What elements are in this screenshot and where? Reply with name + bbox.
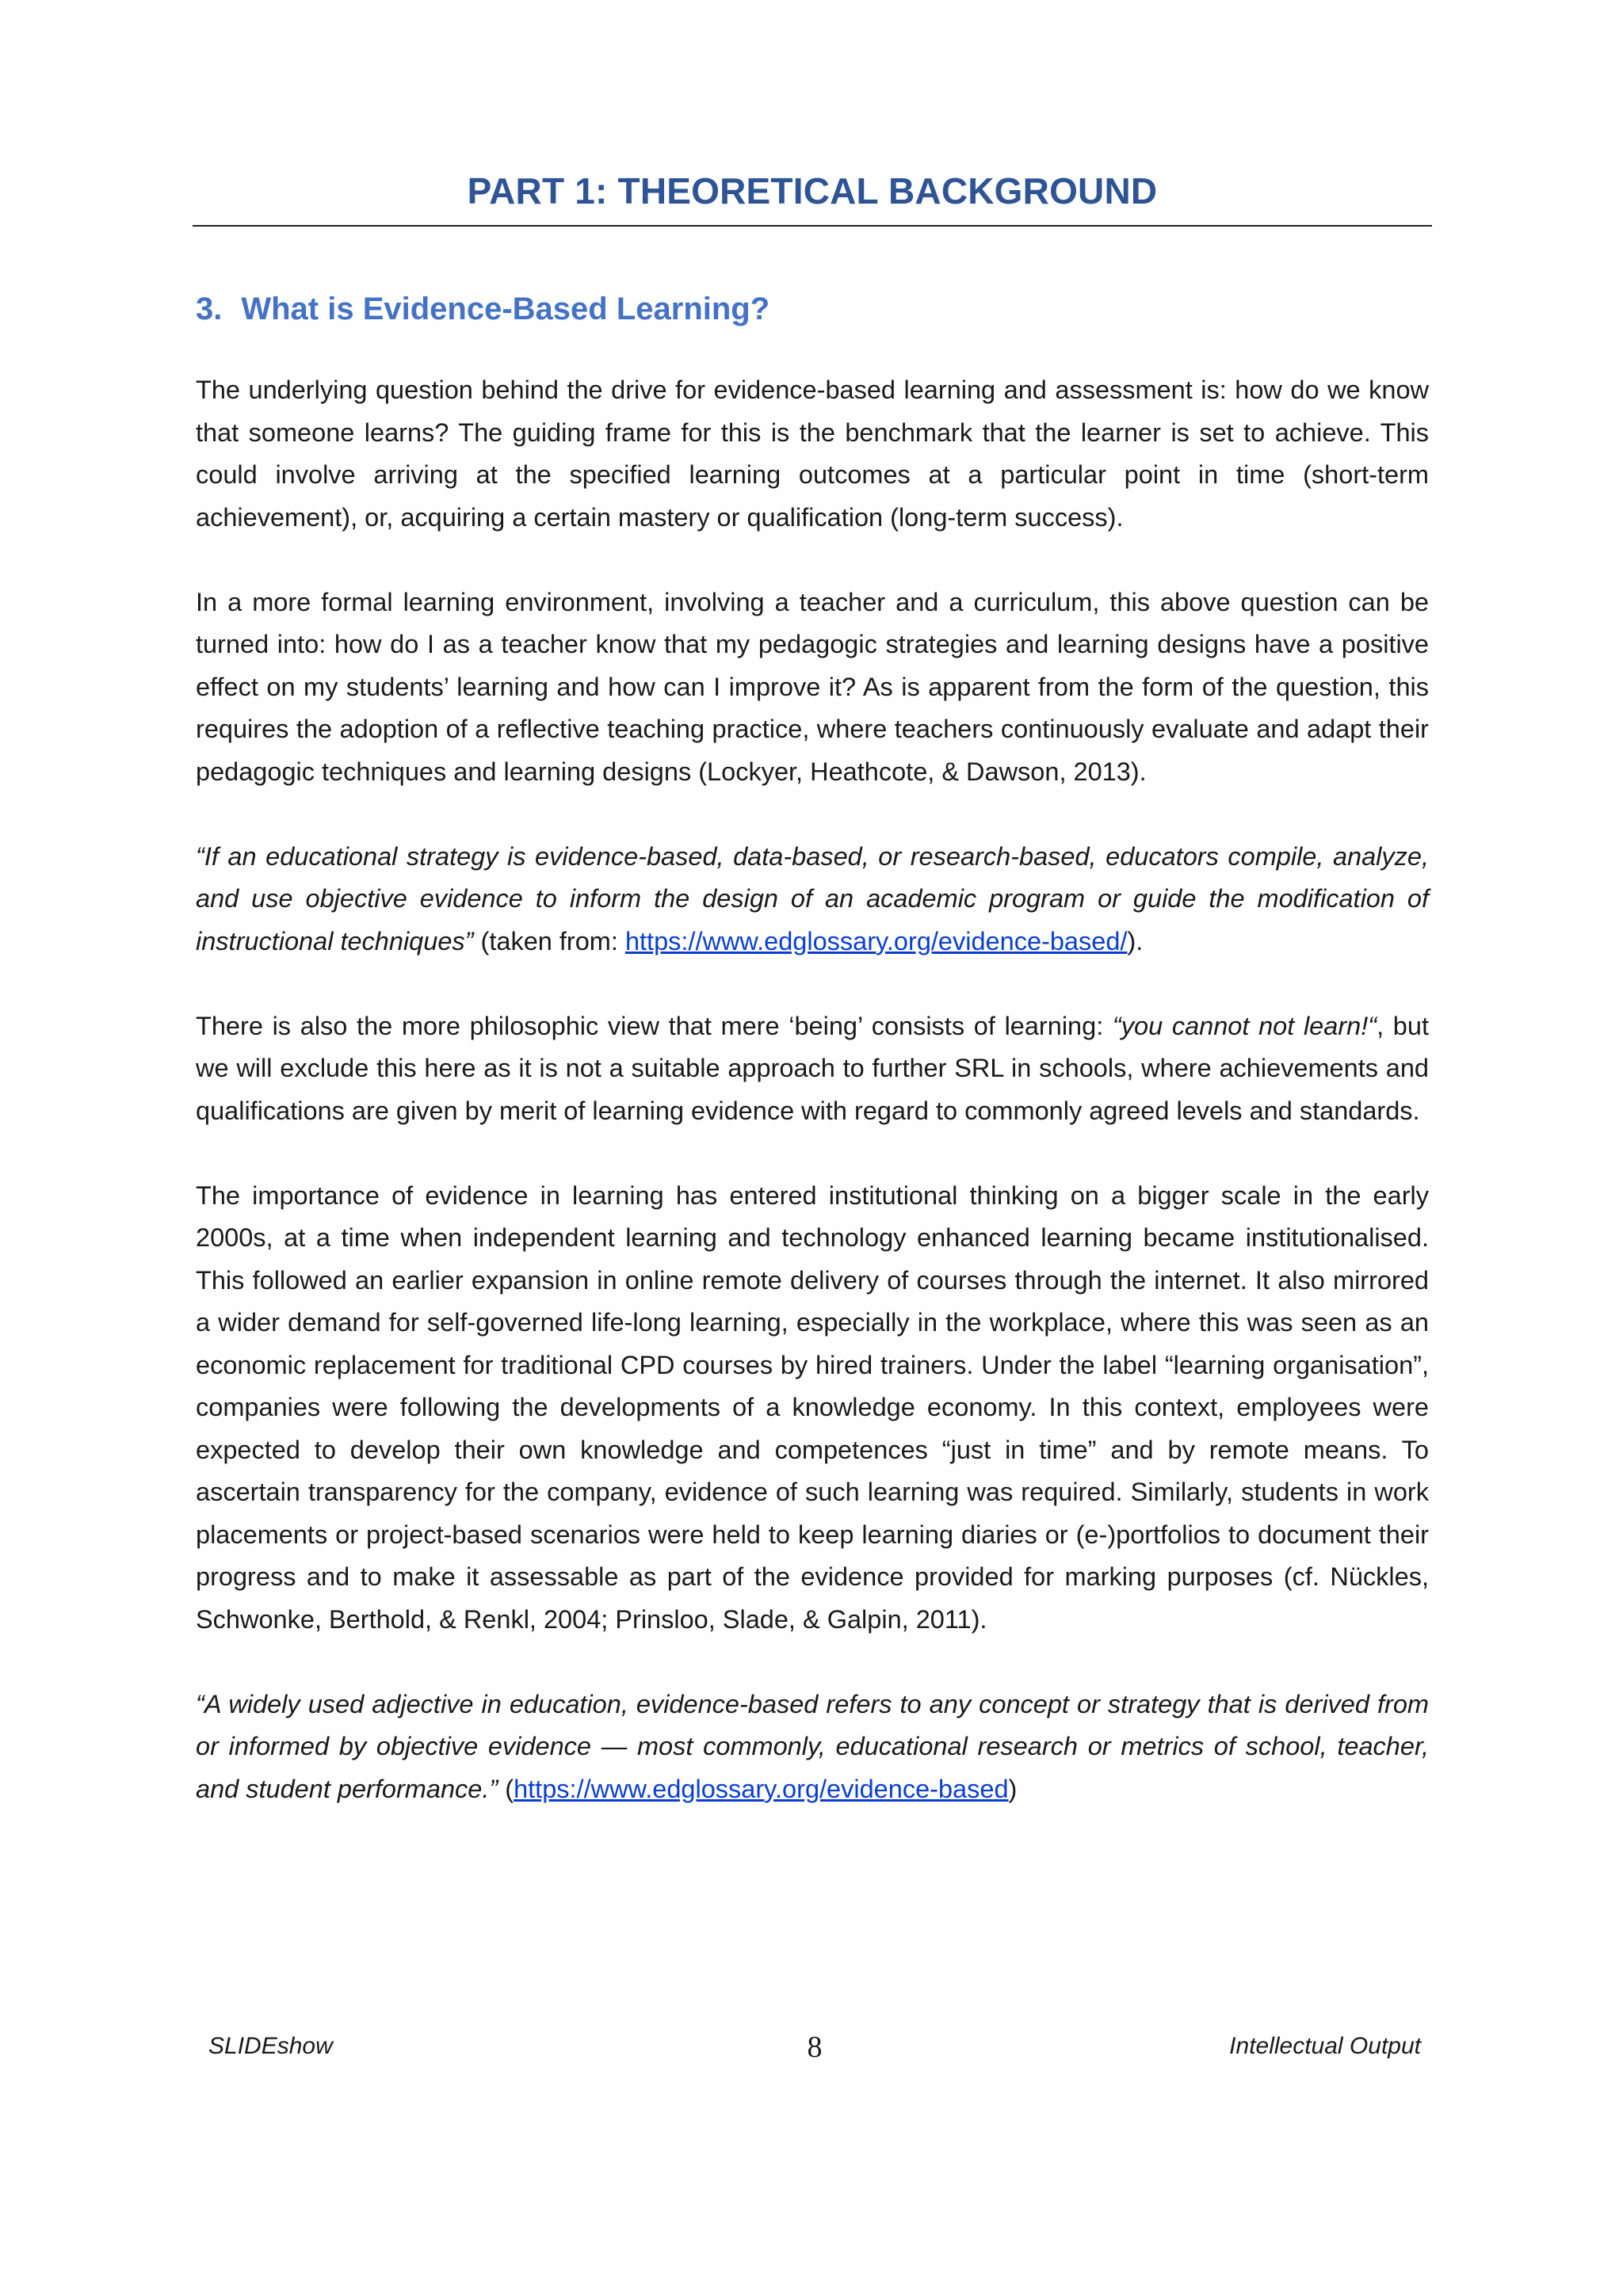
- page-footer: [208, 2030, 1421, 2065]
- quote-1-text: “If an educational strategy is evidence-based, data-based, or research-based, educators compile, analyze, and use objective evidence to inform the design of an academic program or guide the modification of instructional techniques”: [196, 841, 1429, 955]
- section-title: What is Evidence-Based Learning?: [241, 292, 770, 326]
- quote-2-text: “A widely used adjective in education, evidence-based refers to any concept or strategy that is derived from or informed by objective evidence — most commonly, educational research or metrics of school, teacher, and student performance.”: [196, 1689, 1429, 1803]
- paragraph-3-quote: “you cannot not learn!“: [1112, 1011, 1377, 1040]
- paragraph-1: The underlying question behind the drive for evidence-based learning and assessment is: how do we know that someone learns? The guiding frame for this is the benchmark that the learner is set to achieve. This could involve arriving at the specified learning outcomes at a particular point in time (short-term achievement), or, acquiring a certain mastery or qualification (long-term success).: [196, 376, 1429, 532]
- section-heading: [196, 292, 769, 327]
- paragraph-4: The importance of evidence in learning has entered institutional thinking on a bigger scale in the early 2000s, at a time when independent learning and technology enhanced learning became institutionalised. This followed an earlier expansion in online remote delivery of courses through the internet. It also mirrored a wider demand for self-governed life-long learning, especially in the workplace, where this was seen as an economic replacement for traditional CPD courses by hired trainers. Under the label “learning organisation”, companies were following the developments of a knowledge economy. In this context, employees were expected to develop their own knowledge and competences “just in time” and by remote means. To ascertain transparency for the company, evidence of such learning was required. Similarly, students in work placements or project-based scenarios were held to keep learning diaries or (e-)portfolios to document their progress and to make it assessable as part of the evidence provided for marking purposes (cf. Nückles, Schwonke, Berthold, & Renkl, 2004; Prinsloo, Slade, & Galpin, 2011).: [196, 1180, 1429, 1634]
- paragraph-2: In a more formal learning environment, involving a teacher and a curriculum, this above question can be turned into: how do I as a teacher know that my pedagogic strategies and learning designs have a positive effect on my students’ learning and how can I improve it? As is apparent from the form of the question, this requires the adoption of a reflective teaching practice, where teachers continuously evaluate and adapt their pedagogic techniques and learning designs (Lockyer, Heathcote, & Dawson, 2013).: [196, 587, 1429, 786]
- footer-left: SLIDEshow: [208, 2033, 333, 2059]
- quote-1-link[interactable]: https://www.edglossary.org/evidence-based/: [624, 926, 1128, 955]
- body-text: [196, 369, 1429, 1853]
- quote-2: [196, 1684, 1429, 1811]
- paragraph-3-before: There is also the more philosophic view that mere ‘being’ consists of learning:: [196, 1011, 1113, 1040]
- paragraph-3: [196, 1005, 1429, 1133]
- footer-right: Intellectual Output: [1229, 2033, 1421, 2059]
- quote-2-prefix: (: [498, 1774, 514, 1803]
- quote-2-link[interactable]: https://www.edglossary.org/evidence-based: [514, 1774, 1009, 1803]
- paragraph-3-after: , but we will exclude this here as it is not a suitable approach to further SRL in schools, where achievements and qualifications are given by merit of learning evidence with regard to commonly agreed levels and standards.: [196, 1011, 1429, 1125]
- title-divider: [193, 225, 1432, 227]
- quote-2-suffix: ): [1008, 1774, 1018, 1803]
- quote-1-suffix: ).: [1127, 926, 1144, 955]
- section-number: 3.: [196, 292, 223, 326]
- quote-1-prefix: (taken from:: [473, 926, 625, 955]
- part-title: PART 1: THEORETICAL BACKGROUND: [467, 170, 1158, 212]
- page-number: 8: [807, 2031, 823, 2064]
- quote-1: [196, 836, 1429, 963]
